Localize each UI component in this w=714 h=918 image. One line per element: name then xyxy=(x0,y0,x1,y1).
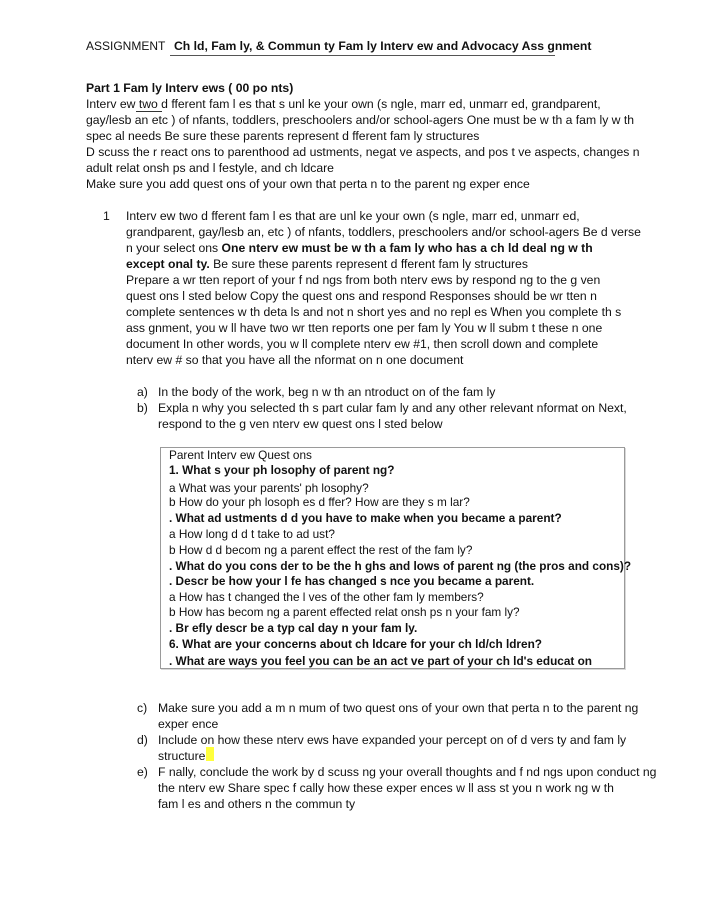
part1-line: gay/lesb an etc ) of nfants, toddlers, preschoolers and/or school-agers One must be w th a fam ly w th xyxy=(86,113,635,127)
item1-para2-line: document In other words, you w ll complete nterv ew #1, then scroll down and complete xyxy=(126,337,599,351)
title-underline xyxy=(170,55,555,56)
subitem-text: the nterv ew Share spec f cally how these exper ences w ll ass st you n work ng w th xyxy=(158,781,614,795)
subitem-marker: e) xyxy=(137,765,148,779)
subitem-text: In the body of the work, beg n w th an ntroduct on of the fam ly xyxy=(158,385,496,399)
text-highlight xyxy=(206,747,214,761)
item1-line4-bold: except onal ty. xyxy=(126,257,210,271)
subitem-text: respond to the g ven nterv ew quest ons l sted below xyxy=(158,417,443,431)
item1-para2-line: ass gnment, you w ll have two wr tten reports one per fam ly You w ll subm t these n one xyxy=(126,321,603,335)
item1-line4-normal: Be sure these parents represent d fferent fam ly structures xyxy=(209,257,528,271)
subitem-text: Make sure you add a m n mum of two quest ons of your own that perta n to the parent ng xyxy=(158,701,639,715)
question-row: . Descr be how your l fe has changed s nce you became a parent. xyxy=(169,574,535,588)
item1-line: grandparent, gay/lesb an, etc ) of nfants, toddlers, preschoolers and/or school-agers Be d verse xyxy=(126,225,641,239)
item1-line-mixed xyxy=(126,240,593,256)
question-row: 1. What s your ph losophy of parent ng? xyxy=(169,463,395,477)
item1-line: Interv ew two d fferent fam l es that are unl ke your own (s ngle, marr ed, unmarr ed, xyxy=(126,209,580,223)
question-row: 6. What are your concerns about ch ldcare for your ch ld/ch ldren? xyxy=(169,637,542,651)
subitem-text: structure xyxy=(158,749,206,763)
question-row: b How do your ph losoph es d ffer? How are they s m lar? xyxy=(169,495,470,509)
document-title: Ch ld, Fam ly, & Commun ty Fam ly Interv ew and Advocacy Ass gnment xyxy=(174,39,592,53)
question-row: . What ad ustments d d you have to make when you became a parent? xyxy=(169,511,562,525)
subitem-text: Expla n why you selected th s part cular fam ly and any other relevant nformat on Next, xyxy=(158,401,627,415)
question-row: a How has t changed the l ves of the other fam ly members? xyxy=(169,590,484,604)
subitem-marker: b) xyxy=(137,401,148,415)
item1-line-mixed xyxy=(126,256,528,272)
item1-line3-bold: One nterv ew must be w th a fam ly who has a ch ld deal ng w th xyxy=(221,241,593,255)
assignment-label: ASSIGNMENT xyxy=(86,39,166,53)
question-row: . What are ways you feel you can be an act ve part of your ch ld's educat on xyxy=(169,654,593,668)
questions-box xyxy=(160,447,632,669)
part1-line: D scuss the r react ons to parenthood ad ustments, negat ve aspects, and pos t ve aspects, changes n xyxy=(86,145,640,159)
item1-para2-line: Prepare a wr tten report of your f nd ngs from both nterv ews by respond ng to the g ven xyxy=(126,273,601,287)
question-row: . What do you cons der to be the h ghs and lows of parent ng (the pros and cons)? xyxy=(169,559,632,573)
part1-heading: Part 1 Fam ly Interv ews ( 00 po nts) xyxy=(86,81,294,95)
item1-para2-line: nterv ew # so that you have all the nformat on n one document xyxy=(126,353,464,367)
part1-line: spec al needs Be sure these parents represent d fferent fam ly structures xyxy=(86,129,480,143)
item1-line3-normal: n your select ons xyxy=(126,241,222,255)
subitem-text: fam l es and others n the commun ty xyxy=(158,797,356,811)
questions-box-title: Parent Interv ew Quest ons xyxy=(169,448,312,462)
subitem-marker: d) xyxy=(137,733,148,747)
question-row: a How long d d t take to ad ust? xyxy=(169,527,335,541)
item1-para2-line: quest ons l sted below Copy the quest ons and respond Responses should be wr tten n xyxy=(126,289,597,303)
item-number: 1 xyxy=(103,209,110,223)
subitem-text: exper ence xyxy=(158,717,219,731)
subitem-text: F nally, conclude the work by d scuss ng your overall thoughts and f nd ngs upon conduct ng xyxy=(158,765,657,779)
question-row: . Br efly descr be a typ cal day n your fam ly. xyxy=(169,621,418,635)
question-row: b How d d becom ng a parent effect the rest of the fam ly? xyxy=(169,543,473,557)
part1-line: Interv ew two d fferent fam l es that s unl ke your own (s ngle, marr ed, unmarr ed, grandparent, xyxy=(86,97,601,111)
subitem-marker: c) xyxy=(137,701,148,715)
part1-line: adult relat onsh ps and l festyle, and ch ldcare xyxy=(86,161,334,175)
item1-para2-line: complete sentences w th deta ls and not n short yes and no repl es When you complete th s xyxy=(126,305,622,319)
question-row: a What was your parents' ph losophy? xyxy=(169,481,369,495)
subitem-text: Include on how these nterv ews have expanded your percept on of d vers ty and fam ly xyxy=(158,733,627,747)
subitem-marker: a) xyxy=(137,385,148,399)
part1-line: Make sure you add quest ons of your own that perta n to the parent ng exper ence xyxy=(86,177,530,191)
question-row: b How has becom ng a parent effected relat onsh ps n your fam ly? xyxy=(169,605,520,619)
